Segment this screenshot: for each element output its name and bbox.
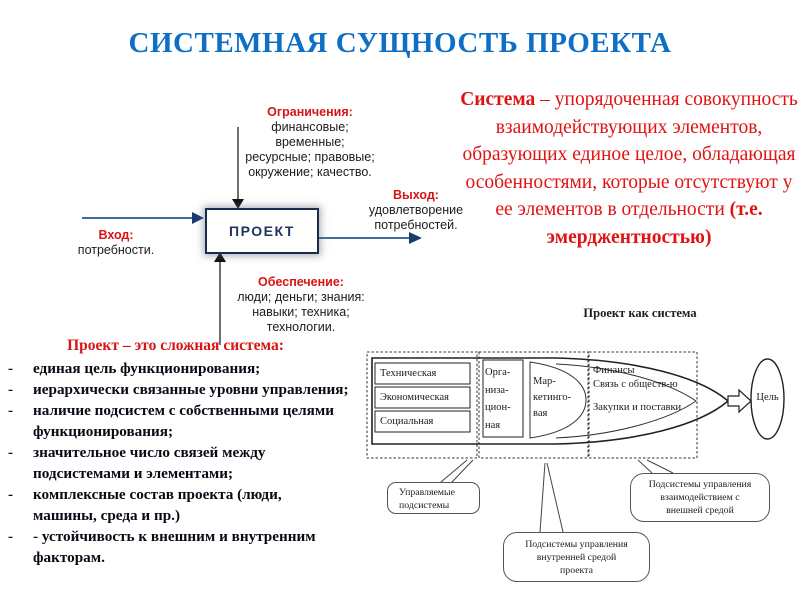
callout-internal-management [503,532,650,582]
input-block [60,228,172,258]
output-line: удовлетворение [368,203,464,217]
support-line: люди; деньги; знания: [237,290,365,304]
input-arrowhead-icon [192,212,204,224]
dash-bullet-icon: - [8,444,14,461]
constraints-block [210,105,410,180]
callout-line: подсистемы [399,500,450,511]
list-item [2,442,349,484]
project-as-system-diagram [360,300,800,600]
callout-pointer-line [647,460,673,473]
list-item-text: значительное число связей между подсистемами и элементами; [33,444,266,482]
economic-label: Экономическая [380,392,449,403]
output-block [360,188,472,233]
constraints-line: финансовые; [271,120,349,134]
callout-line: проекта [560,565,593,576]
definition-body: – упорядоченная совокупность взаимодействующих элементов, образующих единое целое, обладающая особенностями, которые отсутствуют у ее элементов в отдельности [462,89,798,220]
marketing-label [533,374,583,422]
page-title: СИСТЕМНАЯ СУЩНОСТЬ ПРОЕКТА [128,27,672,59]
org-line: цион- [485,402,511,413]
system-diagram-title: Проект как система [583,306,697,320]
list-item-text: иерархически связанные уровни управления; [33,381,349,398]
marketing-line: Мар- [533,376,556,387]
list-item [2,484,349,526]
constraints-label: Ограничения: [267,105,353,119]
list-item-text: наличие подсистем с собственными целями функционирования; [33,402,334,440]
org-line: низа- [485,384,509,396]
list-item [2,526,349,568]
output-label: Выход: [393,188,439,202]
input-label: Вход: [98,228,134,242]
callout-line: взаимодействием с [660,492,740,503]
definition-tail: (т.е. эмерджентностью) [546,199,763,248]
system-definition [458,86,800,251]
purchasing-label: Закупки и поставки [593,402,682,413]
dash-bullet-icon: - [8,528,14,545]
callout-managed-subsystems [387,482,480,514]
constraints-line: ресурсные; правовые; [245,150,375,164]
project-box-label: ПРОЕКТ [229,223,295,239]
list-item [2,400,349,442]
output-arrowhead-icon [409,232,422,244]
callout-line: Подсистемы управления [525,539,628,550]
constraints-line: временные; [275,135,345,149]
list-item-text: - устойчивость к внешним и внутренним факторам. [33,528,316,566]
support-block [225,275,377,335]
list-item-text: единая цель функционирования; [33,360,261,377]
complex-system-list [2,337,349,568]
callout-pointer-line [540,463,545,532]
finance-label: Финансы [593,365,635,376]
org-line: Орга- [485,367,511,378]
list-item [2,358,349,379]
dash-bullet-icon: - [8,381,14,398]
dash-bullet-icon: - [8,402,14,419]
organizational-label [485,364,525,434]
callout-line: Управляемые [399,487,455,498]
dash-bullet-icon: - [8,360,14,377]
goal-block-arrow-icon [728,390,751,412]
marketing-line: кетинго- [533,392,572,403]
callout-line: Подсистемы управления [648,479,752,490]
input-text: потребности. [77,243,155,257]
definition-lead: Система [460,89,536,110]
constraints-line: окружение; качество. [248,165,372,179]
project-box [205,208,319,254]
technical-label: Техническая [380,368,437,379]
list-item [2,379,349,400]
social-label: Социальная [380,416,434,427]
support-line: навыки; техника; [252,305,350,319]
callout-pointer-line [547,463,563,532]
support-label: Обеспечение: [258,275,344,289]
callout-line: внешней средой [666,505,734,516]
callout-external-management [630,473,770,522]
list-heading: Проект – это сложная система: [67,337,284,354]
callout-line: внутренней средой [536,552,617,563]
support-line: технологии. [266,320,336,334]
marketing-line: вая [533,408,548,419]
society-label: Связь с обществ-ю [593,379,678,390]
org-line: ная [485,419,501,431]
dash-bullet-icon: - [8,486,14,503]
output-line: потребностей. [374,218,458,232]
goal-label: Цель [756,392,779,403]
list-item-text: комплексные состав проекта (люди, машины, среда и пр.) [33,486,282,524]
